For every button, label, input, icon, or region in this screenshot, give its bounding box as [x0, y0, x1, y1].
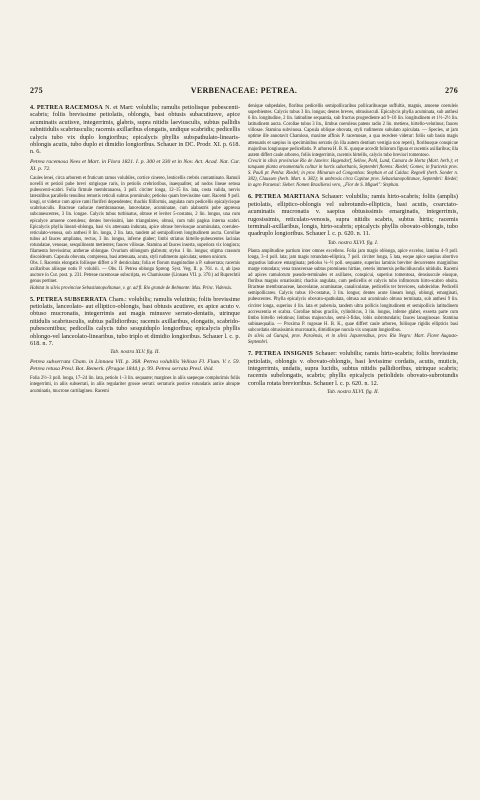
species-heading-7: [248, 350, 458, 387]
species-locality: In silvis ad Gurupá, prov. Paraënsis, et in silvis Japurensibus, prov. Rio Negro: Mart. Floret Augusto-Septembri.: [248, 333, 458, 346]
plate-reference: Tab. nostra XLVI. fig. I.: [327, 239, 379, 246]
plate-reference: Tab. nostra XLVI. fig. II.: [327, 389, 379, 396]
species-observation: Obs. I. Racemis elongatis foliisque differt a P. denticulata; folia et florum magnitudine a P. subserrata; racemis axillaribus aliisque notis P. volubili. — Obs. II. Petrea oblonga Spreng. Syst. Veg. II. p. 761. n. 4, ab ipso auctore in Cur. post. p. 231. Petreae racemosae subscripta, ex Chamissone (Linnaea VII. p. 370.) ad Ruprechtii genus pertinet.: [30, 261, 240, 285]
continued-description: denique subpedales, floribus pedicellis semipollicaribus pollicaribusque suffultis, magnis, amoene coeruleis superbientes. Calycis tubus 3 lin. longus; dentes breves, obtusiusculi. Epicalycis phylla acuminata, sub anthesi 6 lin. longitudine, 2 lin. latitudine sequantia, sub fructus progrediente ad 9–10 lin. longitudinem et 1½–2½ lin. latitudinem aucta. Corollae tubus 3 lin., limbus coeruleus patens radio 2 lin. metiens, hirtello-velutinus; fauces villosae. Stamina subvinosa. Capsula oblique obovata, styli rudimento subulato apiculata. — Species, ut jam optime ille annotavit Chamisso, maxime affinis P. racemosae, a qua recedere videtur: foliis sub basin magis attenuatis et saepius in speciminibus serratis (in illa autem dentium vestigia non reperi), floribusque conspicue majoribus longiusque pedicellatis. P. arborea H. B. K. quoque accedit foliorum figura et racemis axillaribus; illa autem differt caule arboreo, foliis integerrimis, racemis hirtellis, calycis tubo breviori tomentoso.: [248, 104, 458, 158]
running-title: VERBENACEAE: PETREA.: [190, 86, 298, 95]
species-locality: Crescit in silvis provinciae Rio de Janeiro: Hagendorf, Sellow, Pohl, Lund, Camara de Horta (Mart. herb.); et tanquam planta ornamentalis colitur in hortis suburbanis, Septembri florens: Riedel; Gomes; in fruticetis prov. S. Pauli pr. Penha: Riedel; in prov. Minarum ad Congonhas: Stephan et ad Caldas: Regnell (herb. Sonder n. 382), Claussen (herb. Mart. n. 382); in umbrosis circa Capitae prov. Sebastianopolitanae, Septembri: Riedel; in agro Paraensi: Sieber. Nomen Brasiliensi vero, „Flor de S. Miguel": Stephan.: [248, 158, 458, 189]
species-description: Caules lenei, circa arborem et fruticum ramos volubiles, cortice cinereo, lenticellis crebris contaminato. Ramuli novelli et petioli pube brevi strigisque raris, in petiolis crebrioribus, inaequaliter, ad nodos lineae setosa pubescenti-scabri. Folia firmule membranacea, 3 poll. circiter longa, 12–15 lin. lata, costa valida, nervis lateralibus parallelis tenuibus remotis reticuli subtus prominulo; petiolus quam brevissime sunt. Racemi 9 poll. longi, ut videtur cum apice rami floriferi dependentes; rhachis filiformis, angulata cum pedicellis epicalycisque scabriusculis. Bracteae caducae membranaceae, lanceolatae, acuminatae, cum alabastris pube appressa subcanescentes, 3 lin. longae. Calycis tubus turbinatus, obtuse et leviter 5-costatus, 2 lin. longus, una cum epicalyce amoene coeruleus; dentes brevissimi, late triangulares, obtusi, cum tubi pagina interna scabri. Epicalycis phylla lineari-oblonga, basi vix attenuata indurata, apice obtuse breviusque acuminulata, coeruleo-reticulato-venosa, sub anthesi 8 lin. longa, 2 lin. lata, tandem ad semipollicem longitudinem aucta. Corollae tubus ad fauces ampliatus, rectus, 3 lin. longus, inferne glaber; limbi striatus hirtello-pubescentes lacinias rotundatae, venosae, sesquilineam metientes; fauces villosae. Stamina ad fauces inserta, superiora vix longiora; filamenta brevissima; antherae oblongae. Ovarium oblongum glabrum; stylus 1 lin. longus; stigma crassum discoideum. Capsula obovata, compressa, basi attenuata, acuta, styli rudimento apiculata; semen unicum.: [30, 175, 240, 261]
page-header: [30, 86, 458, 98]
species-description: Planta amplitudine partium inter omnes excellens. Folia jam magis oblonga, apice excelso, lamina 4–9 poll. longa, 3–4 poll. lata; jam magis rotundato-elliptica, 7 poll. circiter longa, 5 lata, eoque apice saepius abortivo angustius latiusve emarginata; petiolus ¼–½ poll. sequante, superius laminis breviter decurrentes marginibus marge rotundata; vena transversae subtus prominens hirtiae, ceteris immersis pellucidiusculis nitidulis. Racemi ad apices ramulorum pseudo-terminales et axillares, conspicui, superius tomentosa, densiuscule eiusque, floribus magnis ornatissimi; rhachis angulata, cum pedicellis et calycis tubo infimorum hirto-scabro obsita. Bracteae membranaceae, lanceolatae, acuminatae, canaliculatae, pedicellis ter breviores, subdecidue. Pedicelli semipollicares. Calycis tubus 10-costatus, 3 lin. longus; dentes acute lineam longi, oblongi, emarginati, pubescentes. Phylla epicalycis obovato-spathulata, obtusa aut acuminulo obtuso terminata, sub anthesi 9 lin. circiter longa, superius 4 lin. lata et puberula, tandem ultra pollicis longitudinem et semipollicis latitudinem accrescentia et scabra. Corollae tubus gracilis, cylindricus, 3 lin. longus, inferne glaber, exserta parte cum limbo hirtello velutinus; limbus majusculus, semi-3-fidus, lobis subrotundatis; fauces lanuginosae. Stamina subinaequalia. — Proxima P. rugosae H. B. K., quae differt caule arboreo, foliisque rigidis ellipticis basi subcordatis obtusissimis mucronatis, dimidiisque nucula vix unquam longioribus.: [248, 248, 458, 333]
species-diagnosis: N. et Mart: volubilis; ramulis petiolisque pubescenti-scabris; foliis brevissime petiolatis, oblongis, basi obtusis subacutiusve, apice acuminatis acutisve, integerrimis, glabris, supra nitidis laeviusculis, subtus pallidis subnitidulis scabriusculis; racemis axillaribus elongatis, undique scabridis; pedicellis calycis tubo vix duplo longioribus; epicalycis phyllis subspathulato-linearis-oblongis acutis, tubo duplo et dimidio longioribus. Schauer in DC. Prodr. XI. p. 618. n. 6.: [30, 104, 241, 156]
synonymy: Petrea subserrata Cham. in Linnaea VII. p. 368. Petrea volubilis Vellozo Fl. Flum. V. t. 59. Petrea retusa Presl. Bot. Bemerk. (Pragae 1844.) p. 99. Petrea serrata Presl. ibid.: [30, 359, 240, 373]
species-heading-5: [30, 296, 240, 348]
species-diagnosis: Schauer: volubilis; ramis hirto-scabris; foliis (amplis) petiolatis, elliptico-oblongis vel subrotundo-ellipticis, basi acutis, coarctato-acuminatis mucronatis v. saepius obtusissimis emarginatis, integerrimis, rugosissimis, reticulato-venosis, supra nitidis scabris, subtus hirtis; racemis terminali-axillaribus, longis, hirto-scabris; epicalycis phyllis obovato-oblongis, tubo quadruplo longioribus. Schauer l. c. p. 620. n. 11.: [248, 193, 458, 238]
species-name: PETREA MARTIANA: [254, 193, 320, 201]
species-number: 6.: [248, 193, 253, 201]
page-number-right: 276: [445, 86, 458, 95]
species-name: PETREA RACEMOSA: [36, 104, 103, 111]
species-number: 5.: [30, 295, 35, 303]
species-diagnosis: Schauer: volubilis; ramis hirto-scabris; foliis brevissime petiolatis, oblongis v. obovato-oblongis, basi levissime cordatis, acutis, muticis, integerrimis, undatis, supra lucidis, subtus nitidis pallidioribus, utrinque scabris; racemis subelongatis, scabris; phyllis epicalycis petiolideis obovato-subrotundis corolla rotata brevioribus. Schauer l. c. p. 620. n. 12.: [248, 350, 459, 387]
species-number: 7.: [248, 350, 253, 358]
plate-reference: Tab. nostra XLV. fig. II.: [110, 349, 160, 356]
species-name: PETREA SUBSERRATA: [36, 295, 107, 303]
left-column: [30, 104, 240, 395]
species-heading-4: [30, 104, 240, 156]
species-locality: Habitat in silvis provinciae Sebastianopolitanae, v. gr. ad fl. Rio grande de Belmonte: Max. Princ. Vidensis.: [30, 285, 232, 291]
species-heading-6: [248, 193, 458, 237]
synonymy: Petrea racemosa Nees et Mart. in Flora 1821. I. p. 300 et 330 et in Nov. Act. Acad. Nat. Cur. XI. p. 72.: [30, 158, 240, 172]
species-number: 4.: [30, 104, 35, 111]
species-description: Folia 2½–3 poll. longa, 17–24 lin. lata, petiolo 1–3 lin. sequante; margines in aliis saepeque complurimis foliis integerrimi, in aliis subserrati, in aliis regulariter grosse serrati: serraturis postice rotundatis antice abrupte acuminatis, mucrone cartilagineo. Racemi: [30, 376, 240, 394]
species-diagnosis: Cham.: volubilis; ramulis velutinis; foliis brevissime petiolatis, lanceolato- aut elliptico-oblongis, basi obtusis acutisve, ex apice acuto v. obtuso mucronatis, integerrimis aut magis minusve serrato-dentatis, utrinque nitidulis scabriusculis, subtus pallidioribus; racemis axillaribus, elongatis, scabrido-pubescentibus; pedicellis calycis tubo sesquiduplo longioribus; epicalycis phyllis oblongo-vel lanceolato-linearibus, tubo triplo et dimidio longioribus. Schauer l. c. p. 618. n. 7.: [30, 295, 241, 348]
page-number-left: 275: [30, 86, 43, 95]
species-name: PETREA INSIGNIS: [255, 350, 313, 358]
right-column: [248, 104, 458, 398]
